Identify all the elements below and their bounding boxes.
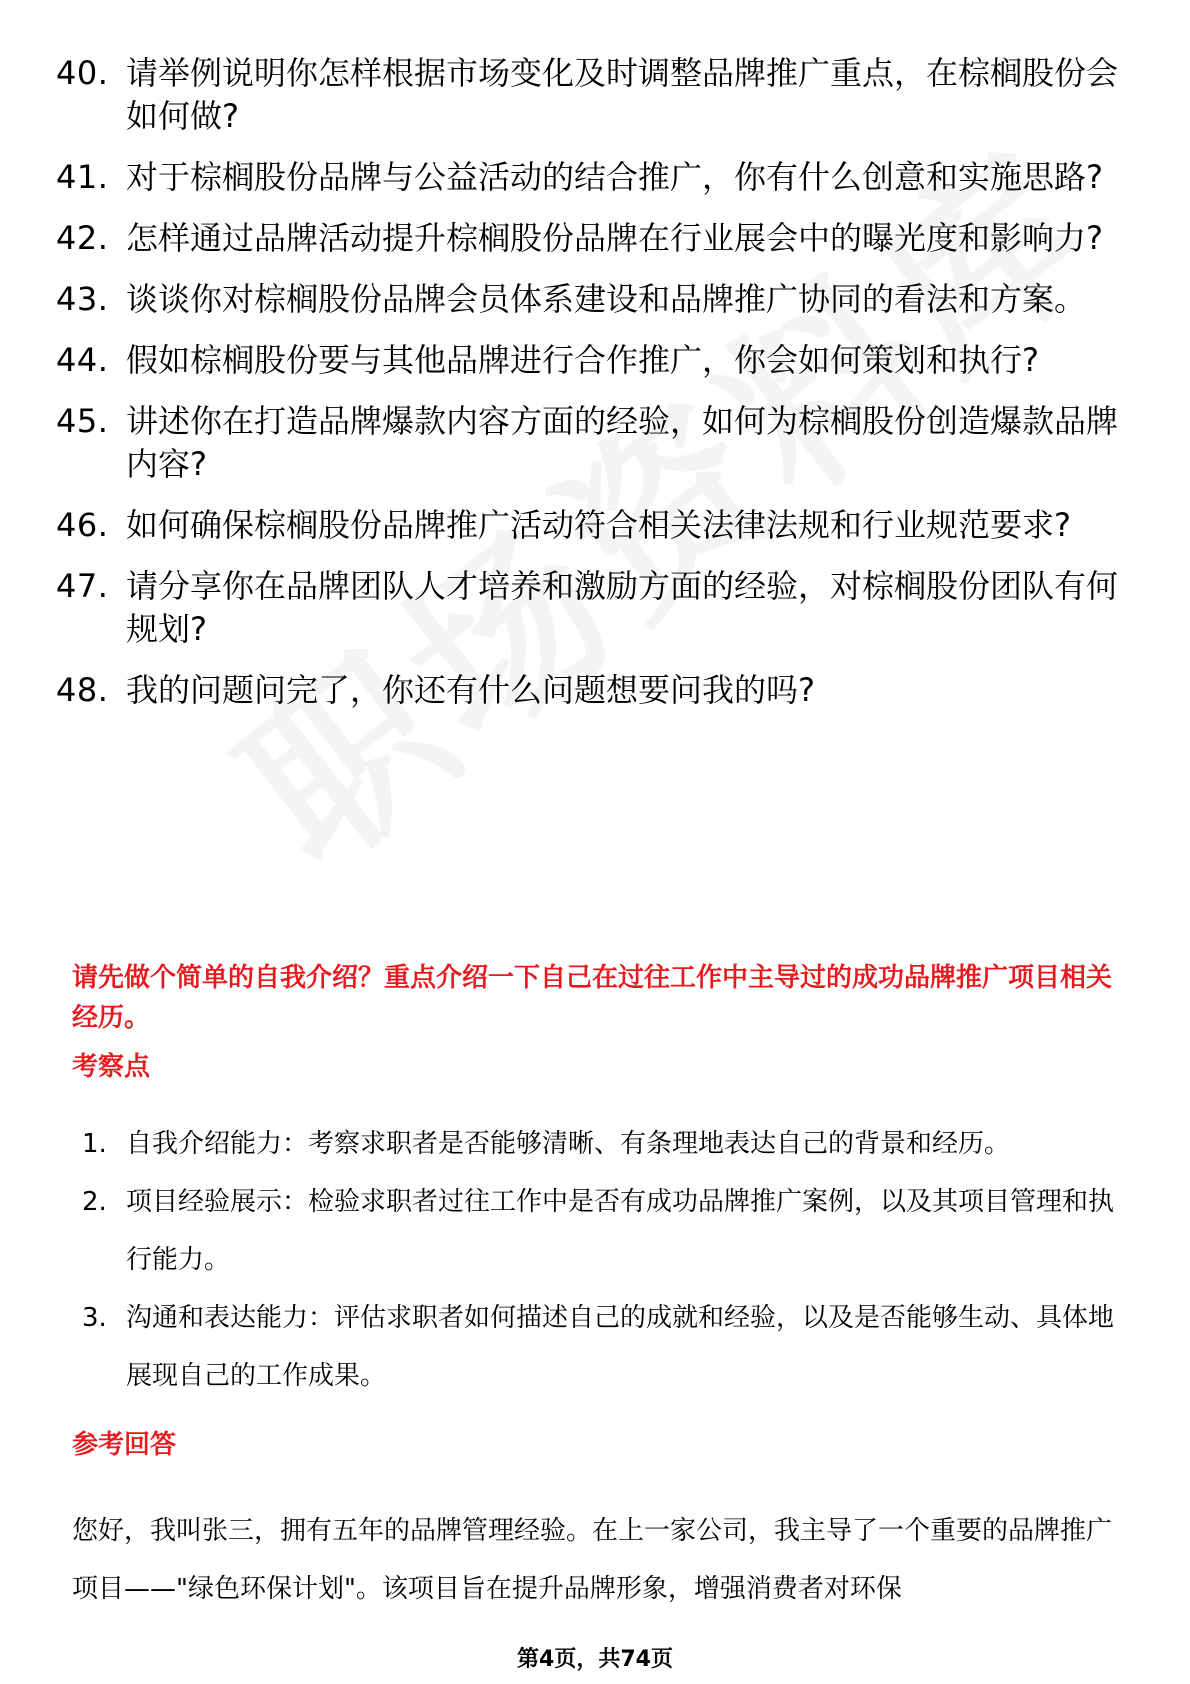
question-item — [56, 156, 1136, 199]
question-number: 43. — [56, 280, 109, 318]
answer-paragraph: 您好，我叫张三，拥有五年的品牌管理经验。在上一家公司，我主导了一个重要的品牌推广项目——"绿色环保计划"。该项目旨在提升品牌形象，增强消费者对环保 — [72, 1516, 1113, 1604]
question-number: 41. — [56, 158, 109, 196]
page-footer: 第4页，共74页 — [517, 1647, 673, 1672]
point-text: 沟通和表达能力：评估求职者如何描述自己的成就和经验，以及是否能够生动、具体地展现自己的工作成果。 — [126, 1303, 1115, 1391]
inspection-points-list — [82, 1115, 1122, 1405]
inspection-heading: 考察点 — [72, 1052, 151, 1082]
point-number: 2. — [82, 1187, 107, 1217]
question-text: 请举例说明你怎样根据市场变化及时调整品牌推广重点，在棕榈股份会如何做? — [126, 54, 1119, 135]
question-text: 谈谈你对棕榈股份品牌会员体系建设和品牌推广协同的看法和方案。 — [126, 280, 1087, 318]
answer-heading: 参考回答 — [72, 1430, 177, 1460]
question-text: 我的问题问完了，你还有什么问题想要问我的吗? — [126, 671, 815, 709]
question-number: 44. — [56, 341, 109, 379]
inspection-point — [82, 1289, 1122, 1405]
question-number: 40. — [56, 54, 109, 92]
question-number: 46. — [56, 506, 109, 544]
point-number: 1. — [82, 1129, 107, 1159]
question-number: 47. — [56, 567, 109, 605]
question-item — [56, 278, 1136, 321]
question-text: 怎样通过品牌活动提升棕榈股份品牌在行业展会中的曝光度和影响力? — [126, 219, 1103, 257]
question-item — [56, 504, 1136, 547]
point-number: 3. — [82, 1303, 107, 1333]
question-item — [56, 52, 1136, 138]
question-item — [56, 400, 1136, 486]
featured-question-heading: 请先做个简单的自我介绍？重点介绍一下自己在过往工作中主导过的成功品牌推广项目相关经历。 — [72, 963, 1113, 1033]
question-text: 请分享你在品牌团队人才培养和激励方面的经验，对棕榈股份团队有何规划? — [126, 567, 1119, 648]
question-number: 42. — [56, 219, 109, 257]
inspection-point — [82, 1115, 1122, 1173]
question-item — [56, 565, 1136, 651]
question-text: 如何确保棕榈股份品牌推广活动符合相关法律法规和行业规范要求? — [126, 506, 1071, 544]
question-item — [56, 669, 1136, 712]
question-item — [56, 339, 1136, 382]
question-text: 对于棕榈股份品牌与公益活动的结合推广，你有什么创意和实施思路? — [126, 158, 1103, 196]
question-text: 讲述你在打造品牌爆款内容方面的经验，如何为棕榈股份创造爆款品牌内容? — [126, 402, 1119, 483]
inspection-point — [82, 1173, 1122, 1289]
question-list — [56, 52, 1136, 730]
point-text: 自我介绍能力：考察求职者是否能够清晰、有条理地表达自己的背景和经历。 — [126, 1129, 1011, 1159]
question-number: 45. — [56, 402, 109, 440]
question-item — [56, 217, 1136, 260]
question-number: 48. — [56, 671, 109, 709]
point-text: 项目经验展示：检验求职者过往工作中是否有成功品牌推广案例，以及其项目管理和执行能力。 — [126, 1187, 1115, 1275]
question-text: 假如棕榈股份要与其他品牌进行合作推广，你会如何策划和执行? — [126, 341, 1039, 379]
